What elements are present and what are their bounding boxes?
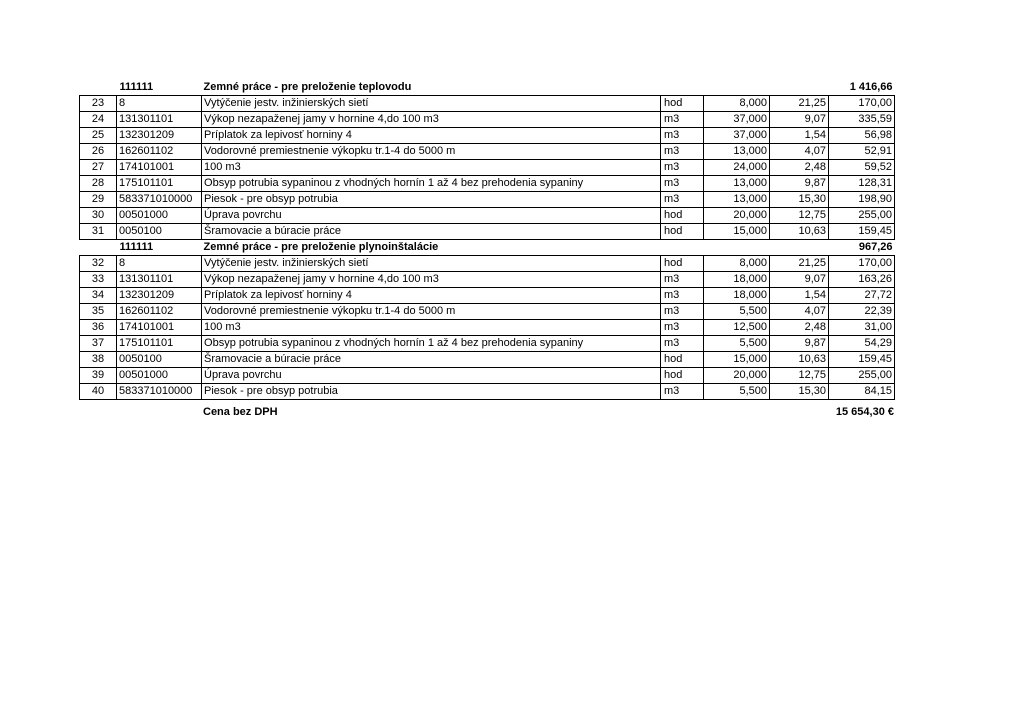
item-unit: m3: [661, 288, 704, 304]
item-description: Príplatok za lepivosť horniny 4: [202, 128, 661, 144]
item-quantity: 12,500: [704, 320, 770, 336]
row-number: 24: [80, 112, 117, 128]
item-quantity: 20,000: [704, 208, 770, 224]
item-unit: m3: [661, 384, 704, 400]
item-unit-price: 21,25: [770, 96, 829, 112]
item-amount: 22,39: [829, 304, 895, 320]
item-unit-price: 10,63: [770, 352, 829, 368]
item-description: Piesok - pre obsyp potrubia: [202, 192, 661, 208]
item-quantity: 13,000: [704, 192, 770, 208]
item-unit: m3: [661, 320, 704, 336]
item-code: 0050100: [117, 224, 202, 240]
item-quantity: 13,000: [704, 144, 770, 160]
item-code: 131301101: [117, 272, 202, 288]
row-number: 35: [80, 304, 117, 320]
item-unit-price: 15,30: [770, 192, 829, 208]
item-unit: hod: [661, 352, 704, 368]
item-unit: m3: [661, 272, 704, 288]
item-amount: 56,98: [829, 128, 895, 144]
section-total: 967,26: [858, 241, 893, 253]
row-number: 30: [80, 208, 117, 224]
item-amount: 27,72: [829, 288, 895, 304]
section-title: Zemné práce - pre preloženie plynoinštalácie: [203, 241, 439, 253]
item-amount: 170,00: [829, 96, 895, 112]
item-amount: 84,15: [829, 384, 895, 400]
price-label: Cena bez DPH: [203, 406, 278, 418]
table-row: [80, 96, 895, 112]
row-number: 25: [80, 128, 117, 144]
item-unit: m3: [661, 144, 704, 160]
item-unit-price: 2,48: [770, 320, 829, 336]
item-quantity: 18,000: [704, 288, 770, 304]
table-row: [80, 112, 895, 128]
item-unit-price: 9,07: [770, 112, 829, 128]
table-row: [80, 176, 895, 192]
item-code: 132301209: [117, 288, 202, 304]
section-header: [80, 240, 895, 256]
item-description: Obsyp potrubia sypaninou z vhodných hornín 1 až 4 bez prehodenia sypaniny: [202, 176, 661, 192]
item-description: Šramovacie a búracie práce: [202, 224, 661, 240]
item-description: Šramovacie a búracie práce: [202, 352, 661, 368]
item-code: 00501000: [117, 208, 202, 224]
row-number: 28: [80, 176, 117, 192]
item-code: 175101101: [117, 176, 202, 192]
item-description: Výkop nezapaženej jamy v hornine 4,do 100 m3: [202, 112, 661, 128]
item-unit: m3: [661, 192, 704, 208]
item-code: 0050100: [117, 352, 202, 368]
item-unit-price: 4,07: [770, 144, 829, 160]
item-description: Piesok - pre obsyp potrubia: [202, 384, 661, 400]
table-row: [80, 320, 895, 336]
item-code: 8: [117, 96, 202, 112]
item-unit: m3: [661, 336, 704, 352]
item-description: 100 m3: [202, 160, 661, 176]
item-unit-price: 1,54: [770, 288, 829, 304]
item-amount: 255,00: [829, 208, 895, 224]
item-amount: 159,45: [829, 352, 895, 368]
item-unit: hod: [661, 256, 704, 272]
item-description: Vodorovné premiestnenie výkopku tr.1-4 do 5000 m: [202, 144, 661, 160]
item-description: Úprava povrchu: [202, 368, 661, 384]
item-unit-price: 15,30: [770, 384, 829, 400]
item-quantity: 15,000: [704, 352, 770, 368]
row-number: 34: [80, 288, 117, 304]
item-code: 00501000: [117, 368, 202, 384]
section-header: [80, 80, 895, 96]
item-amount: 59,52: [829, 160, 895, 176]
item-amount: 198,90: [829, 192, 895, 208]
item-quantity: 24,000: [704, 160, 770, 176]
item-unit-price: 9,07: [770, 272, 829, 288]
item-unit: hod: [661, 96, 704, 112]
item-unit: m3: [661, 176, 704, 192]
item-unit-price: 21,25: [770, 256, 829, 272]
item-code: 162601102: [117, 304, 202, 320]
table-row: [80, 288, 895, 304]
item-amount: 159,45: [829, 224, 895, 240]
item-code: 174101001: [117, 160, 202, 176]
row-number: 37: [80, 336, 117, 352]
row-number: 38: [80, 352, 117, 368]
item-unit: hod: [661, 368, 704, 384]
row-number: 39: [80, 368, 117, 384]
row-number: 27: [80, 160, 117, 176]
table-row: [80, 384, 895, 400]
table-row: [80, 304, 895, 320]
table-row: [80, 160, 895, 176]
item-unit: m3: [661, 128, 704, 144]
item-code: 583371010000: [117, 384, 202, 400]
item-description: Príplatok za lepivosť horniny 4: [202, 288, 661, 304]
item-code: 175101101: [117, 336, 202, 352]
table-row: [80, 256, 895, 272]
section-title: Zemné práce - pre preloženie teplovodu: [203, 81, 412, 93]
item-description: Vytýčenie jestv. inžinierských sietí: [202, 96, 661, 112]
item-code: 8: [117, 256, 202, 272]
item-amount: 31,00: [829, 320, 895, 336]
item-code: 174101001: [117, 320, 202, 336]
item-quantity: 8,000: [704, 96, 770, 112]
item-description: Výkop nezapaženej jamy v hornine 4,do 100 m3: [202, 272, 661, 288]
item-unit: hod: [661, 208, 704, 224]
row-number: 32: [80, 256, 117, 272]
item-unit-price: 9,87: [770, 336, 829, 352]
row-number: 26: [80, 144, 117, 160]
item-code: 583371010000: [117, 192, 202, 208]
item-code: 132301209: [117, 128, 202, 144]
item-unit-price: 12,75: [770, 368, 829, 384]
price-total: 15 654,30 €: [835, 406, 894, 418]
item-code: 131301101: [117, 112, 202, 128]
row-number: 31: [80, 224, 117, 240]
item-amount: 335,59: [829, 112, 895, 128]
table-row: [80, 352, 895, 368]
table-row: [80, 144, 895, 160]
item-unit: m3: [661, 160, 704, 176]
item-unit-price: 12,75: [770, 208, 829, 224]
item-unit-price: 2,48: [770, 160, 829, 176]
item-unit: hod: [661, 224, 704, 240]
item-amount: 128,31: [829, 176, 895, 192]
budget-table: [79, 80, 895, 400]
item-quantity: 15,000: [704, 224, 770, 240]
row-number: 36: [80, 320, 117, 336]
table-row: [80, 336, 895, 352]
item-amount: 255,00: [829, 368, 895, 384]
table-row: [80, 192, 895, 208]
table-row: [80, 128, 895, 144]
item-unit: m3: [661, 304, 704, 320]
item-description: Úprava povrchu: [202, 208, 661, 224]
table-row: [80, 208, 895, 224]
item-quantity: 20,000: [704, 368, 770, 384]
item-description: Obsyp potrubia sypaninou z vhodných hornín 1 až 4 bez prehodenia sypaniny: [202, 336, 661, 352]
item-unit-price: 4,07: [770, 304, 829, 320]
item-quantity: 37,000: [704, 112, 770, 128]
item-amount: 54,29: [829, 336, 895, 352]
section-total: 1 416,66: [849, 81, 893, 93]
item-amount: 52,91: [829, 144, 895, 160]
budget-sheet: [79, 80, 894, 400]
section-code: 111111: [119, 241, 154, 253]
item-quantity: 5,500: [704, 304, 770, 320]
table-row: [80, 368, 895, 384]
row-number: 33: [80, 272, 117, 288]
item-description: Vytýčenie jestv. inžinierských sietí: [202, 256, 661, 272]
item-code: 162601102: [117, 144, 202, 160]
item-quantity: 37,000: [704, 128, 770, 144]
item-amount: 163,26: [829, 272, 895, 288]
item-quantity: 8,000: [704, 256, 770, 272]
item-description: 100 m3: [202, 320, 661, 336]
table-row: [80, 224, 895, 240]
item-unit-price: 10,63: [770, 224, 829, 240]
item-quantity: 5,500: [704, 384, 770, 400]
row-number: 29: [80, 192, 117, 208]
table-row: [80, 272, 895, 288]
item-description: Vodorovné premiestnenie výkopku tr.1-4 do 5000 m: [202, 304, 661, 320]
item-quantity: 5,500: [704, 336, 770, 352]
row-number: 40: [80, 384, 117, 400]
item-unit-price: 9,87: [770, 176, 829, 192]
item-unit: m3: [661, 112, 704, 128]
item-quantity: 18,000: [704, 272, 770, 288]
item-unit-price: 1,54: [770, 128, 829, 144]
section-code: 111111: [119, 81, 154, 93]
item-quantity: 13,000: [704, 176, 770, 192]
row-number: 23: [80, 96, 117, 112]
item-amount: 170,00: [829, 256, 895, 272]
budget-table-body: [80, 80, 895, 400]
